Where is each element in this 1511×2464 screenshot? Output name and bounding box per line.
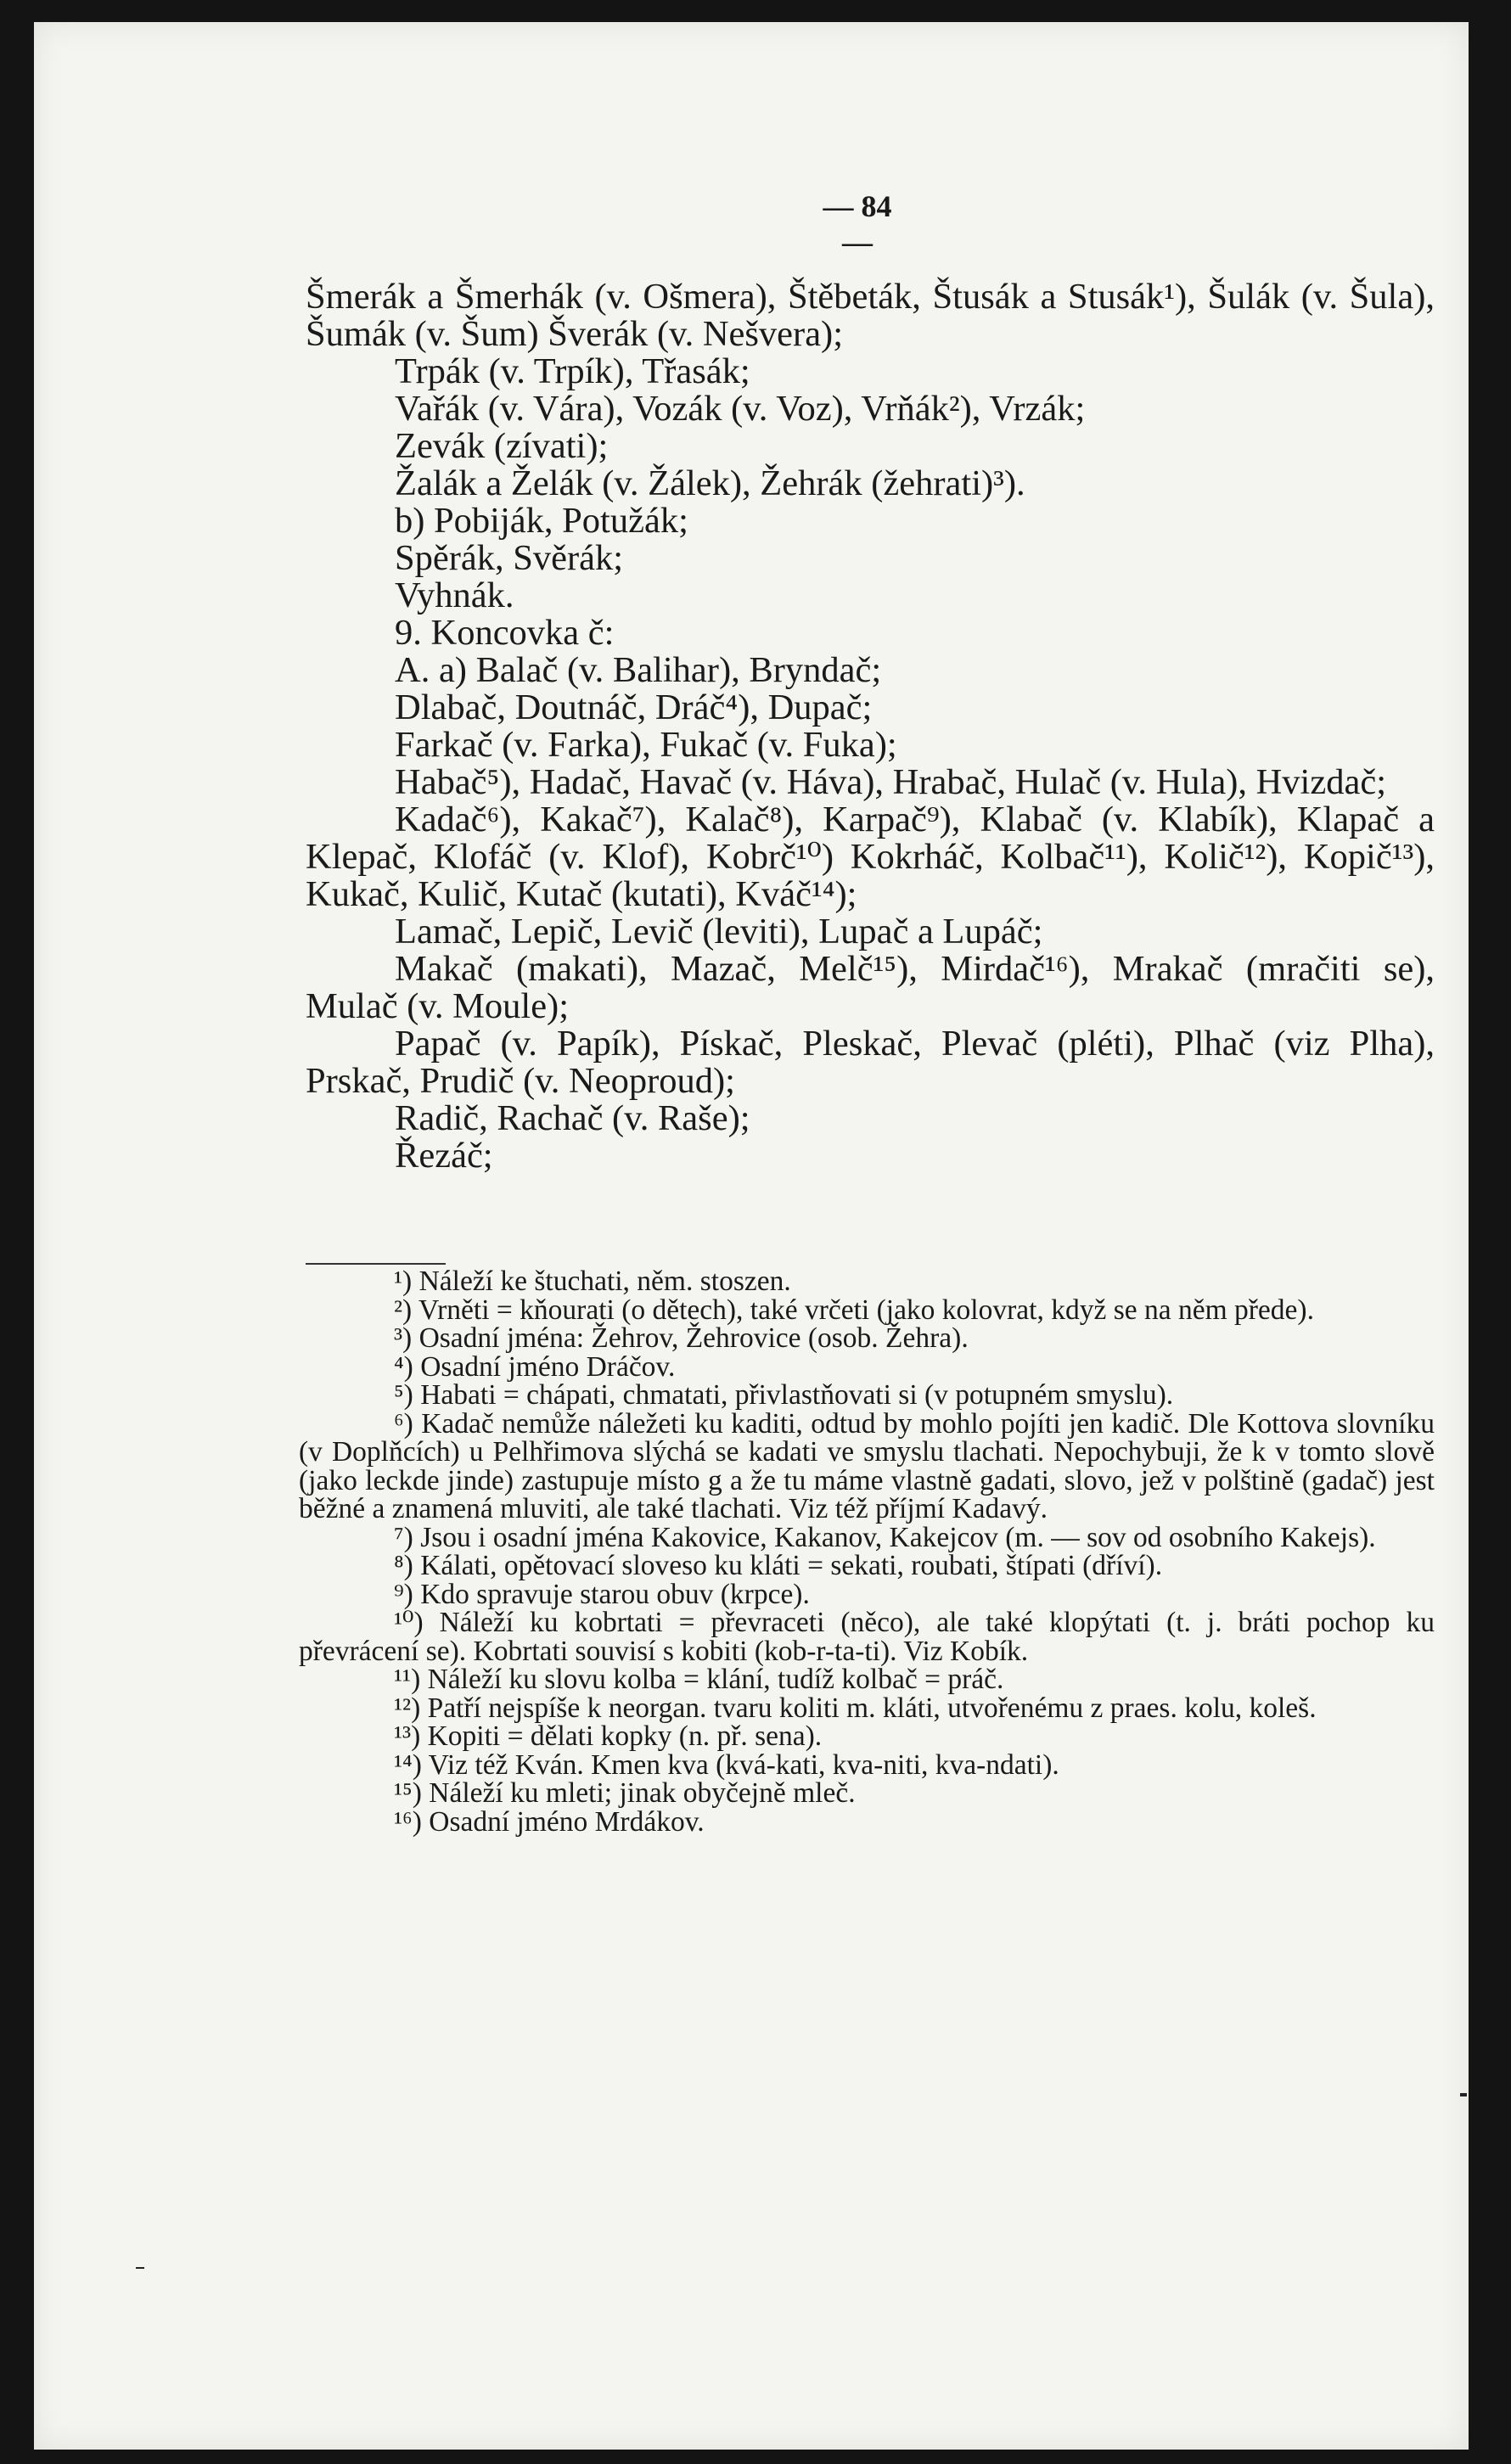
- page-number: — 84 —: [823, 189, 892, 259]
- footnotes: [299, 1267, 1435, 1836]
- footnote: ¹³) Kopiti = dělati kopky (n. př. sena).: [394, 1720, 823, 1752]
- text-line: Makač (makati), Mazač, Melč¹⁵), Mirdač¹⁶), Mrakač (mračiti se), Mulač (v. Moule);: [306, 949, 1435, 1026]
- text-line: Radič, Rachač (v. Raše);: [395, 1098, 750, 1138]
- scan-speck: [136, 2267, 144, 2269]
- text-line: Papač (v. Papík), Pískač, Pleskač, Plevač (pléti), Plhač (viz Plha), Prskač, Prudič (v. Neoproud);: [306, 1024, 1435, 1101]
- text-line: Žalák a Želák (v. Žálek), Žehrák (žehrati)³).: [395, 463, 1025, 503]
- footnote: ⁸) Kálati, opětovací sloveso ku kláti = sekati, roubati, štípati (dříví).: [394, 1550, 1163, 1581]
- text-line: Trpák (v. Trpík), Třasák;: [395, 351, 750, 391]
- text-line: Lamač, Lepič, Levič (leviti), Lupač a Lupáč;: [395, 912, 1043, 951]
- footnote-divider: [306, 1263, 446, 1265]
- footnote: ²) Vrněti = kňourati (o dětech), také vrčeti (jako kolovrat, když se na něm přede).: [394, 1294, 1314, 1326]
- text-line: Vařák (v. Vára), Vozák (v. Voz), Vrňák²), Vrzák;: [395, 389, 1086, 429]
- footnote: ¹²) Patří nejspíše k neorgan. tvaru koliti m. kláti, utvořenému z praes. kolu, koleš.: [394, 1692, 1317, 1724]
- text-line: A. a) Balač (v. Balihar), Bryndač;: [395, 650, 882, 690]
- text-line: Šmerák a Šmerhák (v. Ošmera), Štěbeták, Štusák a Stusák¹), Šulák (v. Šula), Šumák (v. Šum) Šverák (v. Nešvera);: [306, 277, 1435, 354]
- text-line: Spěrák, Svěrák;: [395, 538, 624, 578]
- text-line: Farkač (v. Farka), Fukač (v. Fuka);: [395, 725, 897, 765]
- footnote: ¹⁴) Viz též Kván. Kmen kva (kvá-kati, kva-niti, kva-ndati).: [394, 1748, 1059, 1781]
- footnote: ⁹) Kdo spravuje starou obuv (krpce).: [394, 1578, 810, 1610]
- footnote: ¹) Náleží ke štuchati, něm. stoszen.: [394, 1266, 791, 1297]
- section-heading: 9. Koncovka č:: [395, 613, 615, 653]
- text-line: Řezáč;: [395, 1136, 493, 1176]
- main-text: [306, 278, 1435, 1175]
- footnote: ⁷) Jsou i osadní jména Kakovice, Kakanov, Kakejcov (m. — sov od osobního Kakejs).: [394, 1521, 1376, 1553]
- footnote: ⁶) Kadač nemůže náležeti ku kaditi, odtud by mohlo pojíti jen kadič. Dle Kottova slovníku (v Doplňcích) u Pelhřimova slýchá se kadati ve smyslu tlachati. Nepochybuji, že k v tomto slově (jako leckde jinde) zastupuje místo g a že tu máme vlastně gadati, slovo, jež v polštině (gadač) jest běžné a znamená mluviti, ale také tlachati. Viz též příjmí Kadavý.: [299, 1407, 1435, 1524]
- book-page: [34, 22, 1469, 2450]
- text-line: Kadač⁶), Kakač⁷), Kalač⁸), Karpač⁹), Klabač (v. Klabík), Klapač a Klepač, Klofáč (v. Klof), Kobrč¹⁰) Kokrháč, Kolbač¹¹), Količ¹²), Kopič¹³), Kukač, Kulič, Kutač (kutati), Kváč¹⁴);: [306, 800, 1435, 914]
- text-line: Habač⁵), Hadač, Havač (v. Háva), Hrabač, Hulač (v. Hula), Hvizdač;: [395, 762, 1387, 802]
- text-line: Zevák (zívati);: [395, 426, 609, 466]
- scan-speck: [1460, 2093, 1467, 2096]
- text-line: b) Pobiják, Potužák;: [395, 501, 688, 541]
- footnote: ¹⁰) Náleží ku kobrtati = převraceti (něco), ale také klopýtati (t. j. bráti pochop ku převrácení se). Kobrtati souvisí s kobiti (kob-r-ta-ti). Viz Kobík.: [299, 1607, 1435, 1667]
- text-line: Vyhnák.: [395, 575, 514, 615]
- footnote: ¹⁶) Osadní jméno Mrdákov.: [394, 1805, 705, 1838]
- footnote: ¹⁵) Náleží ku mleti; jinak obyčejně mleč.: [394, 1777, 856, 1809]
- footnote: ¹¹) Náleží ku slovu kolba = klání, tudíž kolbač = práč.: [394, 1664, 1004, 1695]
- footnote: ⁴) Osadní jméno Dráčov.: [394, 1350, 676, 1383]
- text-line: Dlabač, Doutnáč, Dráč⁴), Dupač;: [395, 688, 873, 727]
- footnote: ⁵) Habati = chápati, chmatati, přivlastňovati si (v potupném smyslu).: [394, 1379, 1174, 1411]
- footnote: ³) Osadní jména: Žehrov, Žehrovice (osob. Žehra).: [394, 1322, 969, 1354]
